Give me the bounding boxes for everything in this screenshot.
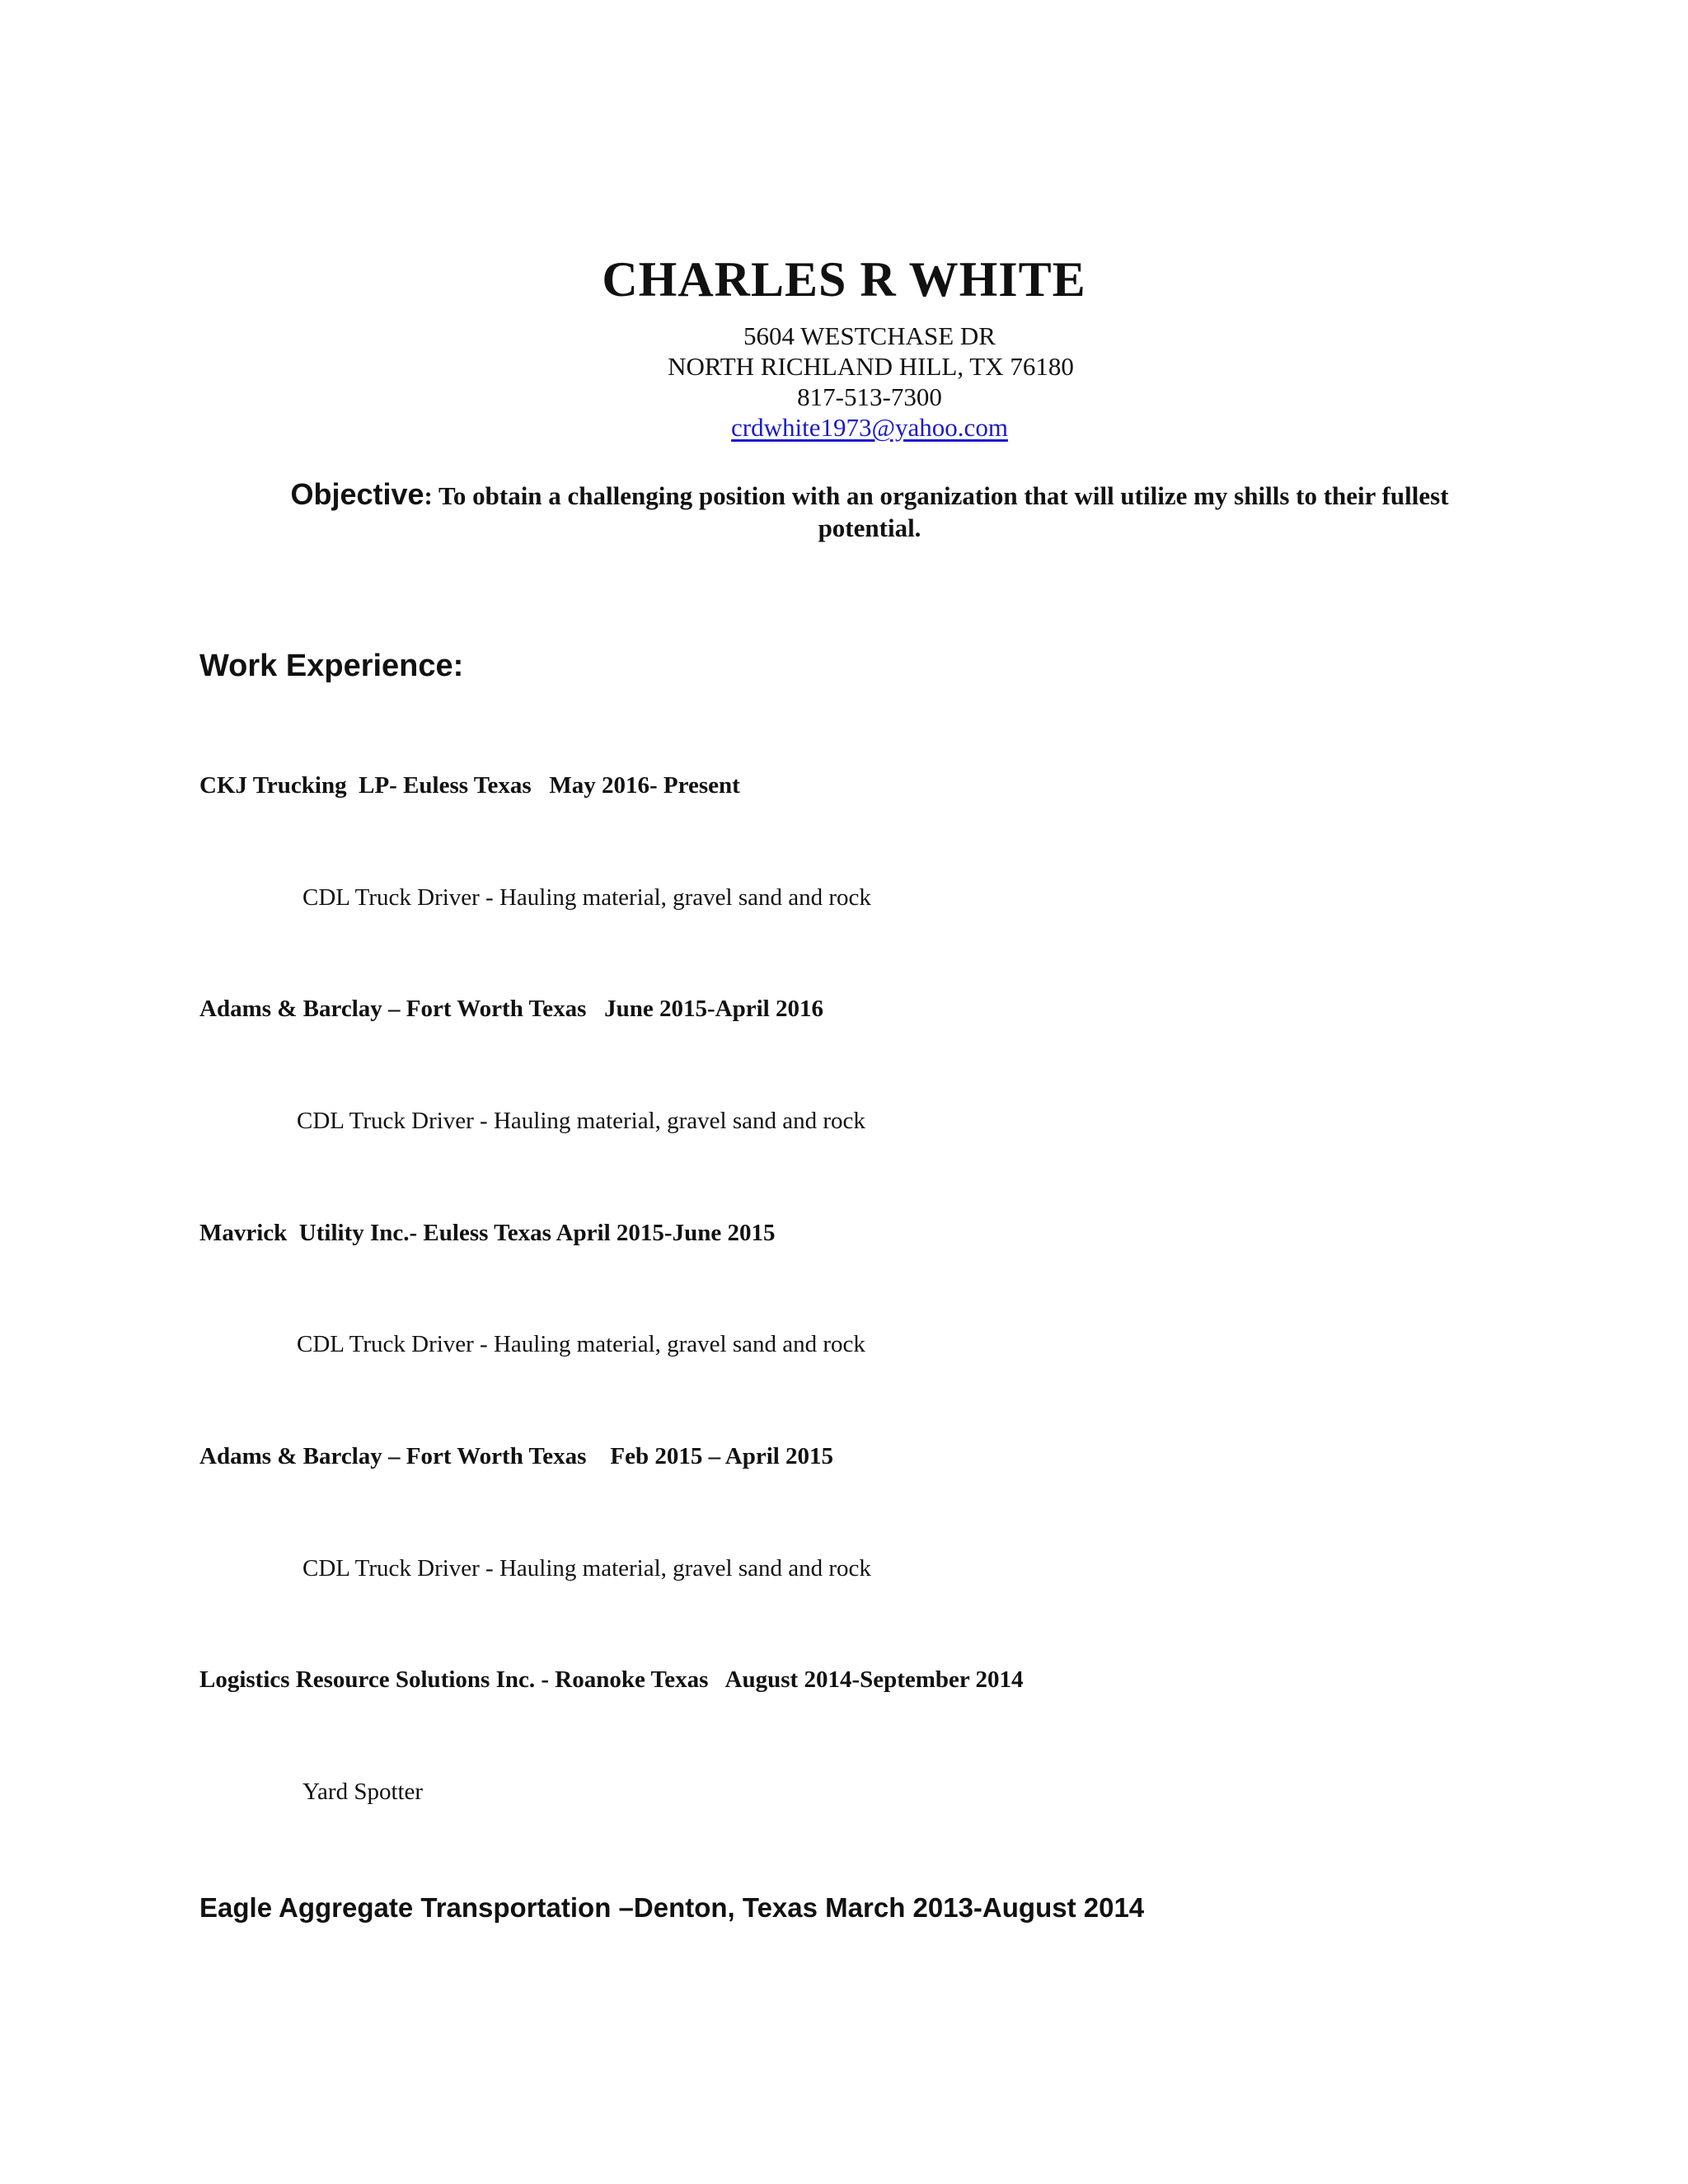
job-role: CDL Truck Driver - Hauling material, gravel sand and rock xyxy=(302,1555,871,1582)
job-title: Adams & Barclay – Fort Worth Texas June 2015-April 2016 xyxy=(199,996,823,1022)
email-row xyxy=(0,413,1688,443)
job-role: CDL Truck Driver - Hauling material, gravel sand and rock xyxy=(297,1331,865,1357)
objective-paragraph xyxy=(247,478,1492,544)
job-title: Mavrick Utility Inc.- Euless Texas April 2015-June 2015 xyxy=(199,1220,776,1246)
objective-label: Objective xyxy=(290,477,424,511)
job-title: Eagle Aggregate Transportation –Denton, Texas March 2013-August 2014 xyxy=(199,1892,1145,1923)
job-role: CDL Truck Driver - Hauling material, gravel sand and rock xyxy=(302,884,871,911)
objective-text: : To obtain a challenging position with an organization that will utilize my shills to their fullest potential. xyxy=(424,481,1449,542)
job-title: Adams & Barclay – Fort Worth Texas Feb 2015 – April 2015 xyxy=(199,1443,834,1469)
applicant-name: CHARLES R WHITE xyxy=(602,252,1086,307)
job-role: Yard Spotter xyxy=(302,1779,424,1805)
phone-number: 817-513-7300 xyxy=(797,382,942,411)
work-experience-heading: Work Experience: xyxy=(199,649,464,683)
address-line-2: NORTH RICHLAND HILL, TX 76180 xyxy=(668,352,1074,381)
job-title: CKJ Trucking LP- Euless Texas May 2016- Present xyxy=(199,772,740,799)
address-line-1: 5604 WESTCHASE DR xyxy=(743,321,996,350)
job-role: CDL Truck Driver - Hauling material, gravel sand and rock xyxy=(297,1108,865,1134)
job-title: Logistics Resource Solutions Inc. - Roanoke Texas August 2014-September 2014 xyxy=(199,1666,1024,1693)
email-link[interactable]: crdwhite1973@yahoo.com xyxy=(731,413,1008,442)
